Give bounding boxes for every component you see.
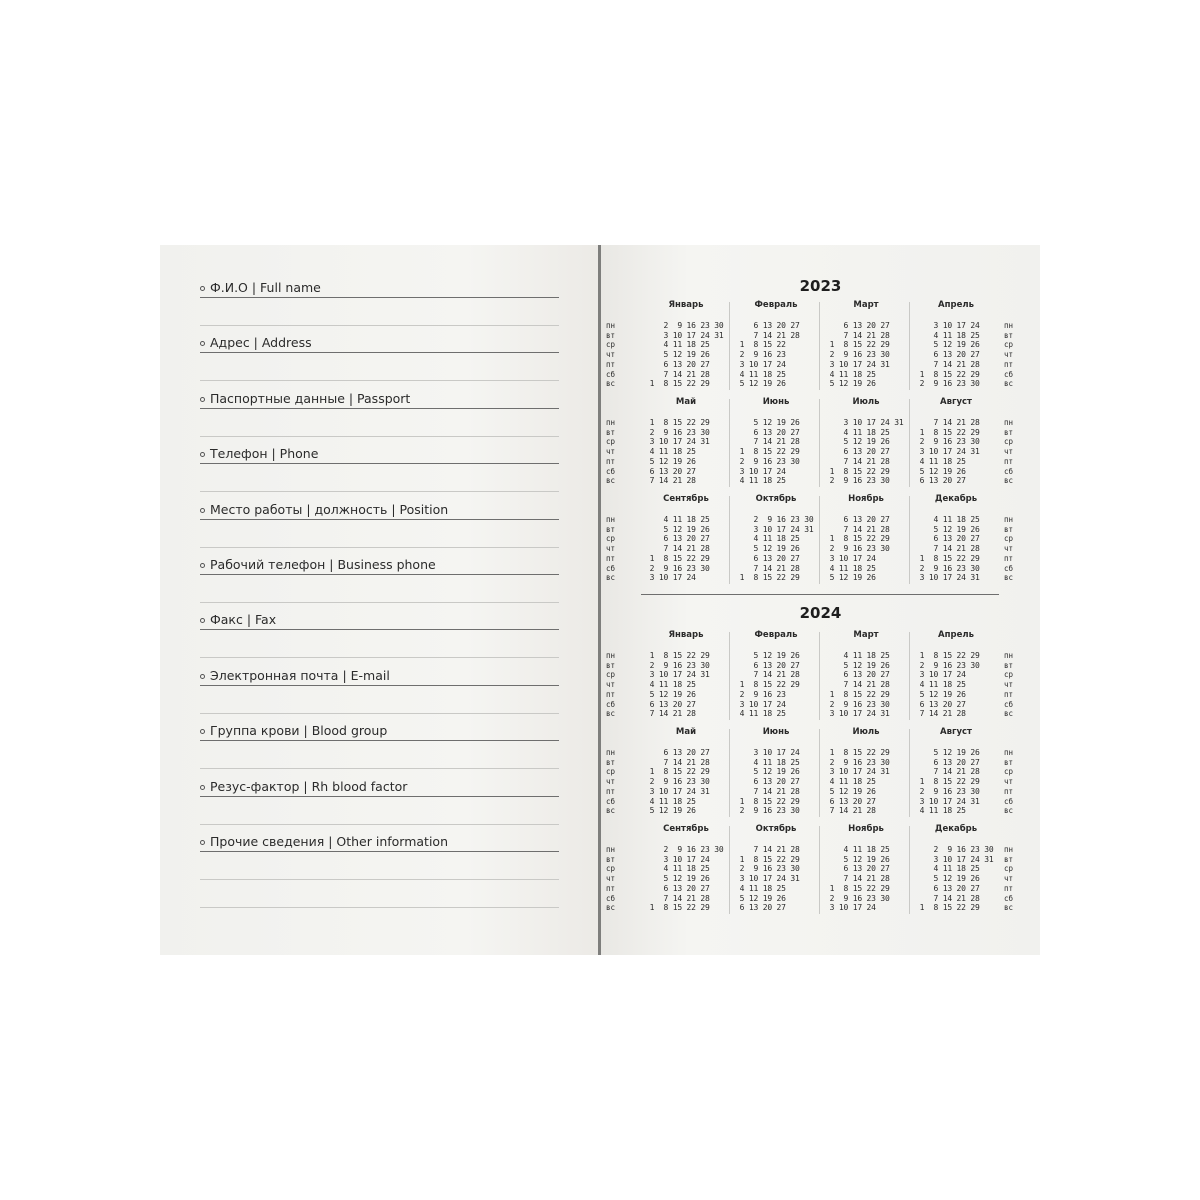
weekday-column-right: пн вт ср чт пт сб вс: [1004, 418, 1014, 486]
weekday-column-left: пн вт ср чт пт сб вс: [606, 845, 616, 913]
month-day-grid: 6 13 20 27 7 14 21 28 1 8 15 22 29 2 9 16 23 30 3 10 17 24 4 11 18 25 5 12 19 26: [829, 515, 890, 583]
month-day-grid: 3 10 17 24 4 11 18 25 5 12 19 26 6 13 20 27 7 14 21 28 1 8 15 22 29 2 9 16 23 30: [739, 748, 800, 816]
bullet-icon: [200, 508, 205, 513]
month-separator: [909, 399, 910, 487]
month-separator: [819, 729, 820, 817]
field-label: Электронная почта | E-mail: [210, 667, 390, 683]
write-line[interactable]: [200, 547, 559, 548]
form-field[interactable]: [200, 778, 559, 838]
write-line[interactable]: [200, 352, 559, 353]
month-title: Июль: [852, 397, 880, 407]
month-day-grid: 6 13 20 27 7 14 21 28 1 8 15 22 29 2 9 16 23 30 3 10 17 24 31 4 11 18 25 5 12 19 26: [829, 321, 890, 389]
month-separator: [729, 729, 730, 817]
weekday-column-right: пн вт ср чт пт сб вс: [1004, 748, 1014, 816]
month-title: Июнь: [762, 397, 790, 407]
field-label: Группа крови | Blood group: [210, 723, 388, 739]
bullet-icon: [200, 674, 205, 679]
month-title: Апрель: [938, 300, 974, 310]
month-day-grid: 2 9 16 23 30 3 10 17 24 4 11 18 25 5 12 19 26 6 13 20 27 7 14 21 28 1 8 15 22 29: [649, 845, 724, 913]
month-separator: [729, 632, 730, 720]
bullet-icon: [200, 452, 205, 457]
month-day-grid: 4 11 18 25 5 12 19 26 6 13 20 27 7 14 21 28 1 8 15 22 29 2 9 16 23 30 3 10 17 24: [829, 845, 890, 913]
month-day-grid: 4 11 18 25 5 12 19 26 6 13 20 27 7 14 21 28 1 8 15 22 29 2 9 16 23 30 3 10 17 24 31: [919, 515, 980, 583]
month-separator: [729, 399, 730, 487]
month-day-grid: 7 14 21 28 1 8 15 22 29 2 9 16 23 30 3 10 17 24 31 4 11 18 25 5 12 19 26 6 13 20 27: [919, 418, 980, 486]
bullet-icon: [200, 729, 205, 734]
month-day-grid: 1 8 15 22 29 2 9 16 23 30 3 10 17 24 31 4 11 18 25 5 12 19 26 6 13 20 27 7 14 21 28: [829, 748, 890, 816]
bullet-icon: [200, 563, 205, 568]
weekday-column-right: пн вт ср чт пт сб вс: [1004, 515, 1014, 583]
month-separator: [819, 496, 820, 584]
write-line[interactable]: [200, 851, 559, 852]
write-line[interactable]: [200, 380, 559, 381]
month-title: Май: [675, 397, 697, 407]
form-field[interactable]: [200, 501, 559, 561]
field-label: Телефон | Phone: [210, 446, 319, 462]
write-line[interactable]: [200, 685, 559, 686]
month-day-grid: 3 10 17 24 31 4 11 18 25 5 12 19 26 6 13 20 27 7 14 21 28 1 8 15 22 29 2 9 16 23 30: [829, 418, 904, 486]
weekday-column-left: пн вт ср чт пт сб вс: [606, 321, 616, 389]
form-field[interactable]: [200, 834, 559, 893]
weekday-column-left: пн вт ср чт пт сб вс: [606, 515, 616, 583]
month-title: Сентябрь: [663, 824, 709, 834]
write-line[interactable]: [200, 713, 559, 714]
month-day-grid: 2 9 16 23 30 3 10 17 24 31 4 11 18 25 5 12 19 26 6 13 20 27 7 14 21 28 1 8 15 22 29: [649, 321, 724, 389]
bullet-icon: [200, 397, 205, 402]
year-title: 2023: [799, 277, 842, 295]
write-line[interactable]: [200, 768, 559, 769]
month-title: Ноябрь: [848, 494, 884, 504]
year-title: 2024: [799, 604, 842, 622]
form-field[interactable]: [200, 335, 559, 394]
calendar-page: [601, 245, 1040, 955]
month-title: Октябрь: [755, 824, 797, 834]
write-line[interactable]: [200, 824, 559, 825]
month-title: Август: [940, 727, 972, 737]
month-title: Май: [675, 727, 697, 737]
month-title: Ноябрь: [848, 824, 884, 834]
field-label: Факс | Fax: [210, 612, 277, 628]
month-separator: [729, 302, 730, 390]
weekday-column-right: пн вт ср чт пт сб вс: [1004, 845, 1014, 913]
month-title: Март: [853, 630, 879, 640]
year-divider: [641, 594, 999, 595]
month-day-grid: 5 12 19 26 6 13 20 27 7 14 21 28 1 8 15 22 29 2 9 16 23 3 10 17 24 4 11 18 25: [739, 651, 800, 719]
write-line[interactable]: [200, 602, 559, 603]
month-separator: [909, 302, 910, 390]
field-label: Резус-фактор | Rh blood factor: [210, 778, 408, 794]
month-separator: [729, 826, 730, 914]
write-line[interactable]: [200, 297, 559, 298]
write-line[interactable]: [200, 907, 559, 908]
form-field[interactable]: [200, 723, 559, 782]
form-field[interactable]: [200, 557, 559, 616]
month-day-grid: 6 13 20 27 7 14 21 28 1 8 15 22 2 9 16 23 3 10 17 24 4 11 18 25 5 12 19 26: [739, 321, 800, 389]
month-separator: [909, 826, 910, 914]
bullet-icon: [200, 341, 205, 346]
month-separator: [729, 496, 730, 584]
month-day-grid: 1 8 15 22 29 2 9 16 23 30 3 10 17 24 31 4 11 18 25 5 12 19 26 6 13 20 27 7 14 21 28: [649, 651, 710, 719]
month-day-grid: 1 8 15 22 29 2 9 16 23 30 3 10 17 24 31 4 11 18 25 5 12 19 26 6 13 20 27 7 14 21 28: [649, 418, 710, 486]
month-day-grid: 2 9 16 23 30 3 10 17 24 31 4 11 18 25 5 12 19 26 6 13 20 27 7 14 21 28 1 8 15 22 29: [919, 845, 994, 913]
month-day-grid: 7 14 21 28 1 8 15 22 29 2 9 16 23 30 3 10 17 24 31 4 11 18 25 5 12 19 26 6 13 20 27: [739, 845, 800, 913]
personal-info-page: [160, 245, 598, 955]
write-line[interactable]: [200, 629, 559, 630]
field-label: Паспортные данные | Passport: [210, 390, 411, 406]
month-day-grid: 4 11 18 25 5 12 19 26 6 13 20 27 7 14 21 28 1 8 15 22 29 2 9 16 23 30 3 10 17 24 31: [829, 651, 890, 719]
month-separator: [909, 632, 910, 720]
month-title: Январь: [668, 300, 704, 310]
weekday-column-right: пн вт ср чт пт сб вс: [1004, 321, 1014, 389]
write-line[interactable]: [200, 879, 559, 880]
month-title: Март: [853, 300, 879, 310]
write-line[interactable]: [200, 519, 559, 520]
month-day-grid: 6 13 20 27 7 14 21 28 1 8 15 22 29 2 9 16 23 30 3 10 17 24 31 4 11 18 25 5 12 19 26: [649, 748, 710, 816]
month-title: Сентябрь: [663, 494, 709, 504]
write-line[interactable]: [200, 436, 559, 437]
month-day-grid: 2 9 16 23 30 3 10 17 24 31 4 11 18 25 5 12 19 26 6 13 20 27 7 14 21 28 1 8 15 22 29: [739, 515, 814, 583]
month-separator: [909, 496, 910, 584]
month-title: Декабрь: [934, 494, 978, 504]
bullet-icon: [200, 840, 205, 845]
write-line[interactable]: [200, 657, 559, 658]
month-title: Январь: [668, 630, 704, 640]
form-field[interactable]: [200, 612, 559, 671]
month-title: Июль: [852, 727, 880, 737]
write-line[interactable]: [200, 740, 559, 741]
weekday-column-left: пн вт ср чт пт сб вс: [606, 418, 616, 486]
form-field[interactable]: [200, 446, 559, 505]
open-notebook: [160, 245, 1040, 955]
field-label: Ф.И.О | Full name: [210, 280, 321, 295]
form-field[interactable]: [200, 667, 559, 727]
month-day-grid: 1 8 15 22 29 2 9 16 23 30 3 10 17 24 4 11 18 25 5 12 19 26 6 13 20 27 7 14 21 28: [919, 651, 980, 719]
field-label: Рабочий телефон | Business phone: [210, 557, 436, 572]
field-label: Адрес | Address: [210, 335, 312, 351]
weekday-column-right: пн вт ср чт пт сб вс: [1004, 651, 1014, 719]
bullet-icon: [200, 618, 205, 623]
field-label: Прочие сведения | Other information: [210, 834, 449, 849]
write-line[interactable]: [200, 325, 559, 326]
month-separator: [819, 302, 820, 390]
bullet-icon: [200, 785, 205, 790]
month-separator: [819, 826, 820, 914]
form-field[interactable]: [200, 280, 559, 339]
month-day-grid: 3 10 17 24 4 11 18 25 5 12 19 26 6 13 20 27 7 14 21 28 1 8 15 22 29 2 9 16 23 30: [919, 321, 980, 389]
month-separator: [909, 729, 910, 817]
bullet-icon: [200, 286, 205, 291]
weekday-column-left: пн вт ср чт пт сб вс: [606, 748, 616, 816]
month-title: Декабрь: [934, 824, 978, 834]
month-title: Февраль: [754, 630, 798, 640]
month-title: Июнь: [762, 727, 790, 737]
month-day-grid: 5 12 19 26 6 13 20 27 7 14 21 28 1 8 15 22 29 2 9 16 23 30 3 10 17 24 31 4 11 18 25: [919, 748, 980, 816]
write-line[interactable]: [200, 408, 559, 409]
weekday-column-left: пн вт ср чт пт сб вс: [606, 651, 616, 719]
write-line[interactable]: [200, 491, 559, 492]
write-line[interactable]: [200, 574, 559, 575]
month-title: Октябрь: [755, 494, 797, 504]
month-title: Апрель: [938, 630, 974, 640]
month-day-grid: 4 11 18 25 5 12 19 26 6 13 20 27 7 14 21 28 1 8 15 22 29 2 9 16 23 30 3 10 17 24: [649, 515, 710, 583]
month-title: Август: [940, 397, 972, 407]
write-line[interactable]: [200, 796, 559, 797]
write-line[interactable]: [200, 463, 559, 464]
month-day-grid: 5 12 19 26 6 13 20 27 7 14 21 28 1 8 15 22 29 2 9 16 23 30 3 10 17 24 4 11 18 25: [739, 418, 800, 486]
month-separator: [819, 632, 820, 720]
month-title: Февраль: [754, 300, 798, 310]
form-field[interactable]: [200, 390, 559, 450]
field-label: Место работы | должность | Position: [210, 501, 449, 517]
month-separator: [819, 399, 820, 487]
